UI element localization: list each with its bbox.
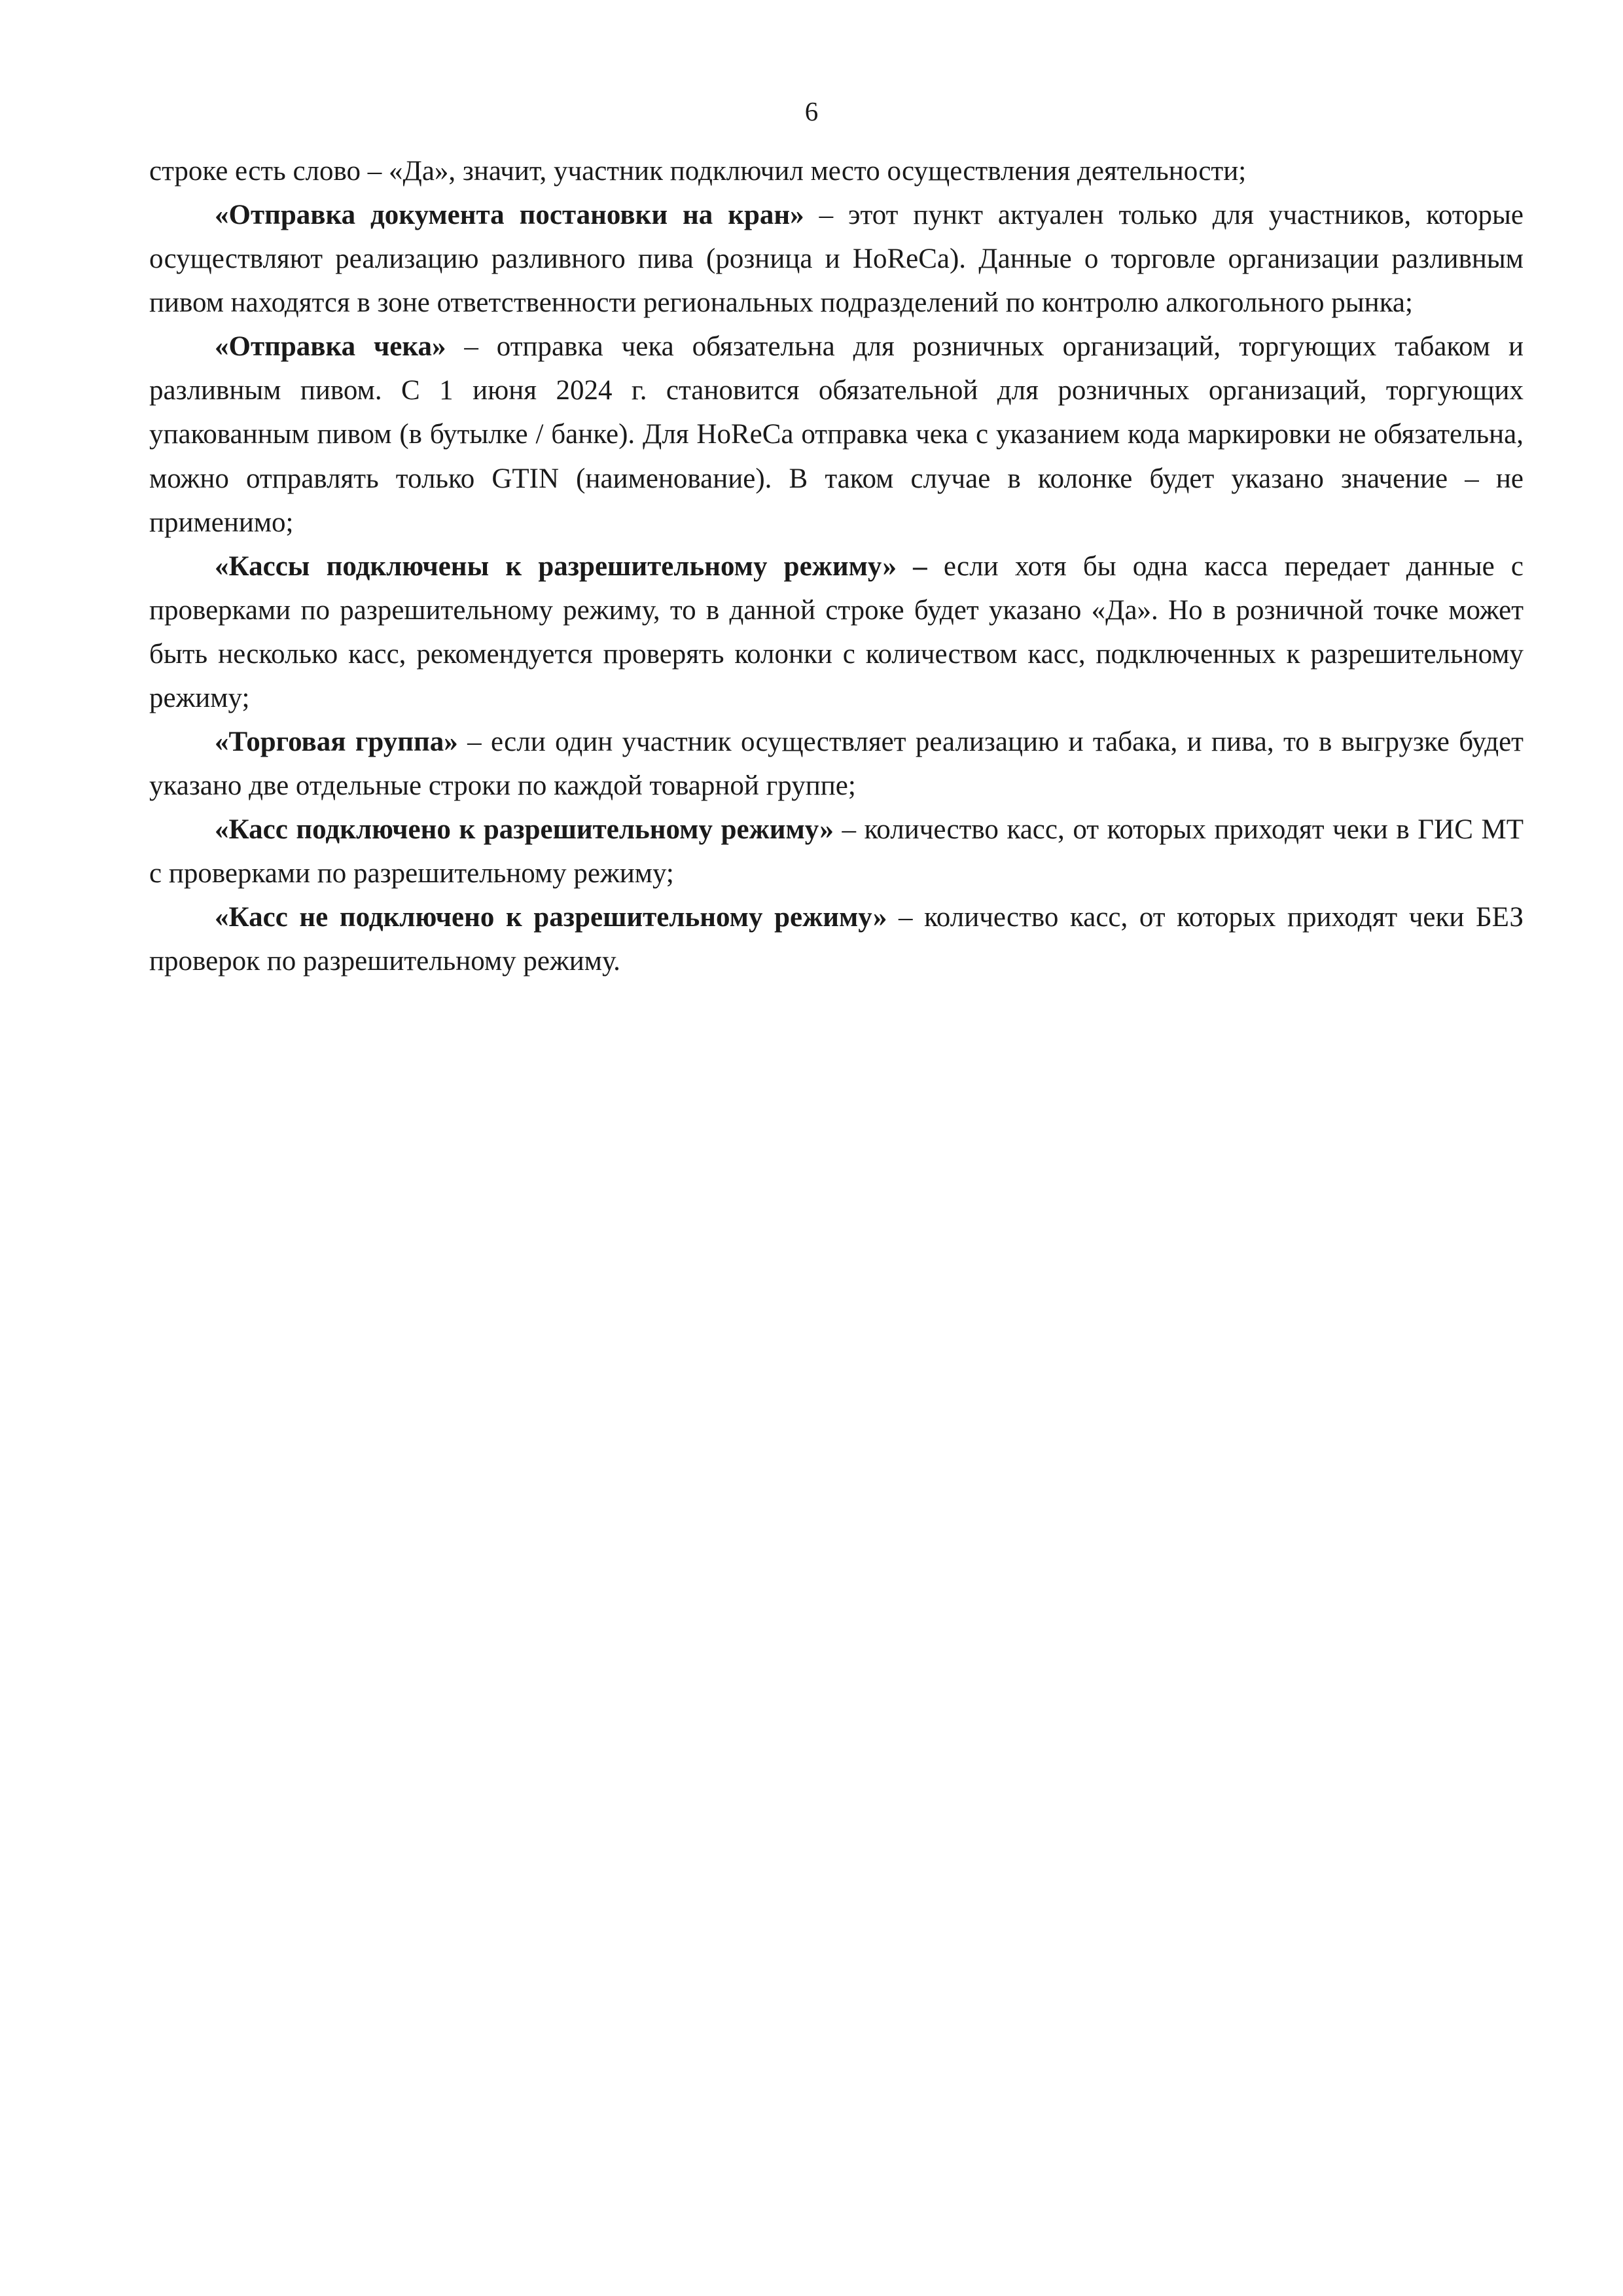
paragraph-text: – количество касс, от которых приходят чеки в ГИС МТ с проверками по разрешительному режиму;	[149, 814, 1524, 889]
paragraph-text: – отправка чека обязательна для розничных организаций, торгующих табаком и разливным пивом. С 1 июня 2024 г. становится обязательной для розничных организаций, торгующих упакованным пивом (в бутылке / банке). Для HoReCa отправка чека с указанием кода маркировки не обязательна, можно отправлять только GTIN (наименование). В таком случае в колонке будет указано значение – не применимо;	[149, 331, 1524, 538]
paragraph-p4	[149, 545, 1524, 720]
page-number: 6	[804, 96, 819, 126]
paragraph-text: строке есть слово – «Да», значит, участник подключил место осуществления деятельности;	[149, 156, 1247, 187]
paragraph-text: если хотя бы одна касса передает данные с проверками по разрешительному режиму, то в данной строке будет указано «Да». Но в розничной точке может быть несколько касс, рекомендуется проверять колонки с количеством касс, подключенных к разрешительному режиму;	[149, 550, 1524, 713]
paragraph-text: – количество касс, от которых приходят чеки БЕЗ проверок по разрешительному режиму.	[149, 902, 1524, 977]
paragraph-term: «Касс не подключено к разрешительному режиму»	[215, 902, 887, 933]
paragraph-p2	[149, 193, 1524, 325]
paragraph-text: – если один участник осуществляет реализацию и табака, и пива, то в выгрузке будет указано две отдельные строки по каждой товарной группе;	[149, 726, 1524, 802]
document-body	[149, 149, 1524, 983]
paragraph-term: «Отправка чека»	[215, 331, 446, 363]
paragraph-p7	[149, 895, 1524, 983]
paragraph-text: – этот пункт актуален только для участников, которые осуществляют реализацию разливного пива (розница и HoReCa). Данные о торговле организации разливным пивом находятся в зоне ответственности региональных подразделений по контролю алкогольного рынка;	[149, 200, 1524, 319]
paragraph-p1	[149, 149, 1524, 193]
paragraph-p5	[149, 720, 1524, 808]
paragraph-term: «Кассы подключены к разрешительному режиму» –	[215, 550, 927, 582]
paragraph-term: «Касс подключено к разрешительному режиму»	[215, 814, 834, 846]
paragraph-p3	[149, 325, 1524, 544]
paragraph-term: «Отправка документа постановки на кран»	[215, 200, 804, 231]
paragraph-p6	[149, 808, 1524, 895]
paragraph-term: «Торговая группа»	[215, 726, 458, 758]
